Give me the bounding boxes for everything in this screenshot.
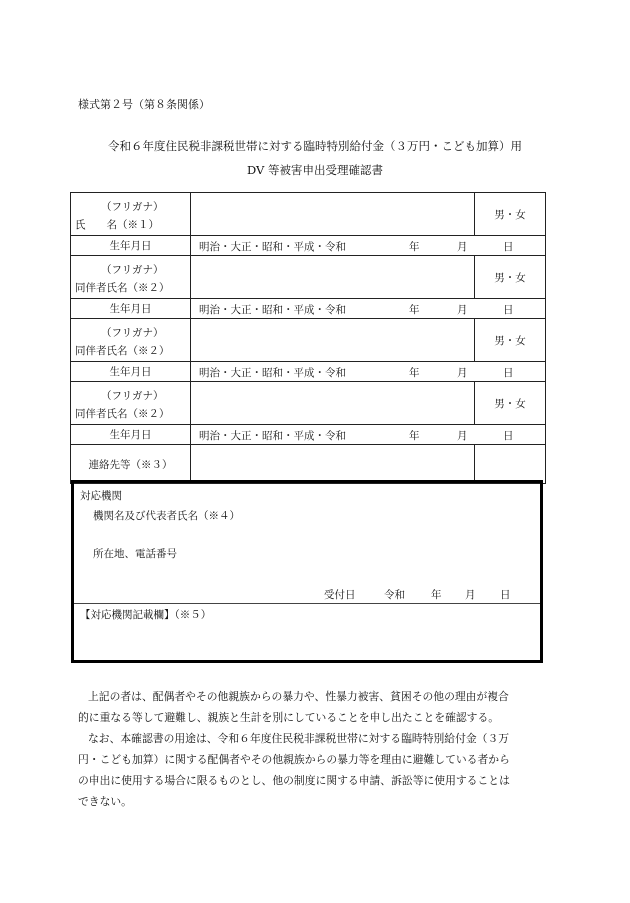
organization-divider: [74, 603, 540, 604]
birth-date-label: 生年月日: [71, 236, 191, 256]
companion-name-label: 同伴者氏名（※２）: [75, 282, 170, 294]
month-label: 月: [457, 241, 468, 253]
furigana-label: （フリガナ）: [101, 390, 164, 402]
companion-name-row: [71, 382, 546, 425]
month-label: 月: [457, 430, 468, 442]
companion-birth-row: [71, 299, 546, 319]
companion-gender[interactable]: 男・女: [475, 319, 546, 362]
day-label: 日: [503, 430, 514, 442]
day-label: 日: [503, 304, 514, 316]
furigana-label: （フリガナ）: [101, 201, 164, 213]
era-options: 明治・大正・昭和・平成・令和: [199, 241, 346, 253]
companion-name-label-cell: [71, 382, 191, 425]
companion-name-field[interactable]: [191, 256, 475, 299]
form-number: 様式第２号（第８条関係）: [78, 98, 210, 111]
paragraph-line: 円・こども加算）に関する配偶者やその他親族からの暴力等を理由に避難している者から: [78, 753, 510, 766]
paragraph-line: できない。: [78, 795, 132, 808]
companion-birth-row: [71, 425, 546, 445]
document-subtitle: DV 等被害申出受理確認書: [247, 163, 383, 177]
companion-birth-date-field[interactable]: [191, 425, 546, 445]
companion-birth-date-field[interactable]: [191, 362, 546, 382]
furigana-label: （フリガナ）: [101, 264, 164, 276]
companion-name-label-cell: [71, 256, 191, 299]
companion-name-field[interactable]: [191, 319, 475, 362]
companion-birth-row: [71, 362, 546, 382]
month-label: 月: [457, 304, 468, 316]
companion-name-field[interactable]: [191, 382, 475, 425]
birth-date-label: 生年月日: [71, 299, 191, 319]
birth-date-label: 生年月日: [71, 362, 191, 382]
day-label: 日: [503, 367, 514, 379]
applicant-name-label: 氏 名（※１）: [75, 219, 159, 231]
companion-name-row: [71, 256, 546, 299]
applicant-table: [70, 192, 546, 484]
companion-gender[interactable]: 男・女: [475, 256, 546, 299]
organization-box: [71, 480, 543, 663]
usage-paragraph: [78, 728, 556, 812]
received-day-label: 日: [500, 589, 511, 601]
companion-gender[interactable]: 男・女: [475, 382, 546, 425]
paragraph-line: なお、本確認書の用途は、令和６年度住民税非課税世帯に対する臨時特別給付金（３万: [88, 732, 510, 745]
received-year-label: 年: [431, 589, 442, 601]
applicant-name-label-cell: [71, 193, 191, 236]
paragraph-line: の申出に使用する場合に限るものとし、他の制度に関する申請、訴訟等に使用することは: [78, 774, 510, 787]
organization-address-label: 所在地、電話番号: [93, 548, 177, 560]
confirmation-paragraph: [78, 686, 556, 728]
year-label: 年: [409, 430, 420, 442]
applicant-birth-row: [71, 236, 546, 256]
organization-name-label: 機関名及び代表者氏名（※４）: [93, 510, 240, 522]
contact-label: 連絡先等（※３）: [71, 445, 191, 484]
year-label: 年: [409, 304, 420, 316]
organization-notes-label: 【対応機関記載欄】（※５）: [80, 609, 212, 621]
paragraph-line: 上記の者は、配偶者やその他親族からの暴力や、性暴力被害、貧困その他の理由が複合: [88, 690, 509, 703]
year-label: 年: [409, 367, 420, 379]
contact-extra-field[interactable]: [475, 445, 546, 484]
companion-name-row: [71, 319, 546, 362]
applicant-birth-date-field[interactable]: [191, 236, 546, 256]
organization-heading: 対応機関: [80, 490, 122, 502]
contact-field[interactable]: [191, 445, 475, 484]
received-date-label: 受付日: [324, 589, 356, 601]
day-label: 日: [503, 241, 514, 253]
month-label: 月: [457, 367, 468, 379]
document-title: 令和６年度住民税非課税世帯に対する臨時特別給付金（３万円・こども加算）用: [108, 139, 522, 153]
year-label: 年: [409, 241, 420, 253]
received-month-label: 月: [465, 589, 476, 601]
era-options: 明治・大正・昭和・平成・令和: [199, 304, 346, 316]
birth-date-label: 生年月日: [71, 425, 191, 445]
paragraph-line: 的に重なる等して避難し、親族と生計を別にしていることを申し出たことを確認する。: [78, 711, 500, 724]
era-options: 明治・大正・昭和・平成・令和: [199, 367, 346, 379]
companion-name-label: 同伴者氏名（※２）: [75, 345, 170, 357]
reiwa-label: 令和: [384, 589, 405, 601]
applicant-gender[interactable]: 男・女: [475, 193, 546, 236]
companion-birth-date-field[interactable]: [191, 299, 546, 319]
applicant-name-row: [71, 193, 546, 236]
furigana-label: （フリガナ）: [101, 327, 164, 339]
applicant-name-field[interactable]: [191, 193, 475, 236]
era-options: 明治・大正・昭和・平成・令和: [199, 430, 346, 442]
companion-name-label-cell: [71, 319, 191, 362]
companion-name-label: 同伴者氏名（※２）: [75, 408, 170, 420]
contact-row: [71, 445, 546, 484]
